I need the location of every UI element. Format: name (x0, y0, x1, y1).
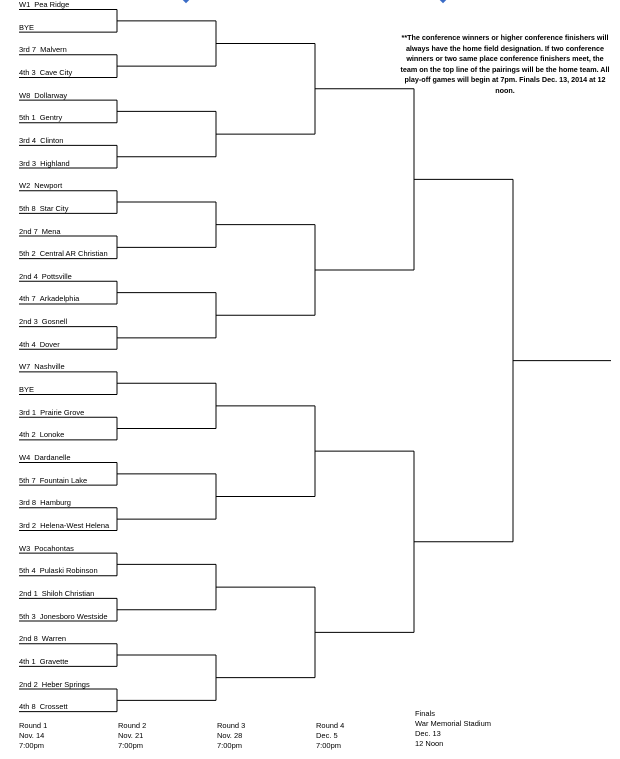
team-entry (19, 680, 90, 690)
team-name: Warren (41, 634, 67, 644)
round-2-label: Round 2 (118, 721, 147, 730)
team-name: Jonesboro Westside (39, 611, 108, 621)
team-entry (19, 317, 67, 327)
team-entry (19, 0, 69, 10)
team-name: Highland (40, 158, 70, 168)
team-entry (19, 702, 68, 712)
team-name: Dover (39, 339, 60, 349)
finals-time: 12 Noon (415, 739, 444, 748)
team-name: Malvern (40, 45, 67, 55)
team-entry (19, 498, 71, 508)
team-entry (19, 612, 108, 622)
team-entry (19, 657, 68, 667)
team-name: Shiloh Christian (41, 588, 95, 598)
team-entry (19, 159, 70, 169)
team-seed: 5th 3 (19, 611, 36, 621)
team-name: Mena (41, 226, 61, 236)
round-1-label: Round 1 (19, 721, 48, 730)
team-name: Dollarway (34, 90, 68, 100)
team-entry (19, 521, 109, 531)
team-seed: 5th 2 (19, 249, 36, 259)
team-seed: 3rd 8 (19, 498, 37, 508)
team-entry (19, 453, 71, 463)
team-seed: 4th 8 (19, 702, 36, 712)
team-name: Newport (34, 181, 63, 191)
team-name: Heber Springs (41, 679, 90, 689)
team-entry (19, 385, 34, 395)
team-seed: 5th 1 (19, 113, 36, 123)
team-entry (19, 362, 65, 372)
team-seed: 2nd 4 (19, 271, 38, 281)
round-3-date: Nov. 28 (217, 731, 243, 740)
team-seed: W4 (19, 453, 31, 462)
team-entry (19, 476, 87, 486)
team-entry (19, 45, 67, 55)
team-entry (19, 544, 74, 554)
team-name: Crossett (39, 702, 68, 712)
team-entry (19, 249, 108, 259)
team-entry (19, 272, 72, 282)
team-name: Prairie Grove (40, 407, 85, 417)
team-name: Clinton (40, 135, 64, 145)
team-name: Gentry (39, 113, 63, 123)
team-name: Nashville (34, 362, 65, 372)
team-seed: 3rd 1 (19, 407, 37, 417)
team-entry (19, 408, 84, 418)
finals-info (415, 709, 491, 749)
team-name: Star City (39, 203, 69, 213)
team-name: Arkadelphia (39, 294, 80, 304)
team-seed: 5th 8 (19, 203, 36, 213)
team-entry (19, 430, 64, 440)
team-entry (19, 204, 68, 214)
team-name: BYE (19, 385, 35, 395)
team-name: Pocahontas (34, 543, 74, 553)
team-entry (19, 136, 63, 146)
team-seed: 4th 7 (19, 294, 36, 304)
team-seed: 3rd 4 (19, 135, 37, 145)
team-seed: 2nd 3 (19, 317, 38, 327)
team-entry (19, 68, 72, 78)
round-2-time: 7:00pm (118, 741, 144, 750)
round-1-time: 7:00pm (19, 741, 45, 750)
team-name: Dardanelle (34, 453, 71, 462)
team-seed: 4th 3 (19, 67, 36, 77)
finals-date: Dec. 13 (415, 729, 441, 738)
round-4-date: Dec. 5 (316, 731, 338, 740)
team-seed: 2nd 1 (19, 588, 38, 598)
team-name: Hamburg (40, 498, 71, 508)
team-seed: W3 (19, 543, 31, 553)
round-3-time: 7:00pm (217, 741, 243, 750)
team-seed: 5th 7 (19, 475, 36, 485)
team-name: Lonoke (39, 430, 65, 440)
round-1-info (19, 721, 47, 751)
round-3-label: Round 3 (217, 721, 246, 730)
team-seed: 3rd 3 (19, 158, 37, 168)
team-name: Pulaski Robinson (39, 566, 98, 576)
round-2-date: Nov. 21 (118, 731, 144, 740)
team-seed: 4th 4 (19, 339, 36, 349)
team-seed: 2nd 7 (19, 226, 38, 236)
team-entry (19, 589, 94, 599)
team-seed: 4th 2 (19, 430, 36, 440)
team-name: Gravette (39, 656, 69, 666)
team-entry (19, 23, 34, 33)
team-entry (19, 340, 60, 350)
round-3-info (217, 721, 245, 751)
team-entry (19, 294, 79, 304)
team-seed: 3rd 7 (19, 45, 37, 55)
team-name: Cave City (39, 67, 73, 77)
team-seed: 3rd 2 (19, 520, 37, 530)
team-entry (19, 227, 61, 237)
round-4-time: 7:00pm (316, 741, 342, 750)
home-field-note: **The conference winners or higher conference finishers will always have the home field designation. If two conference winners or two same place conference finishers meet, the team on the top line of the pairings will be the home team. All play-off games will begin at 7pm. Finals Dec. 13, 2014 at 12 noon. (400, 33, 610, 95)
team-seed: W2 (19, 181, 31, 191)
team-name: Helena-West Helena (40, 520, 110, 530)
team-entry (19, 566, 98, 576)
team-entry (19, 634, 66, 644)
team-seed: 4th 1 (19, 656, 36, 666)
round-4-info (316, 721, 344, 751)
round-2-info (118, 721, 146, 751)
team-entry (19, 113, 62, 123)
team-seed: W1 (19, 0, 31, 9)
team-name: Pea Ridge (34, 0, 70, 9)
team-entry (19, 91, 67, 101)
team-entry (19, 181, 62, 191)
team-seed: 2nd 8 (19, 634, 38, 644)
team-seed: W8 (19, 90, 31, 100)
team-seed: 2nd 2 (19, 679, 38, 689)
team-name: Fountain Lake (39, 475, 88, 485)
team-seed: 5th 4 (19, 566, 36, 576)
team-name: BYE (19, 22, 35, 32)
round-4-label: Round 4 (316, 721, 345, 730)
round-1-date: Nov. 14 (19, 731, 45, 740)
finals-venue: War Memorial Stadium (415, 719, 491, 728)
team-name: Gosnell (41, 317, 68, 327)
team-name: Pottsville (41, 271, 72, 281)
team-name: Central AR Christian (39, 249, 108, 259)
finals-label: Finals (415, 709, 436, 718)
team-seed: W7 (19, 362, 31, 372)
